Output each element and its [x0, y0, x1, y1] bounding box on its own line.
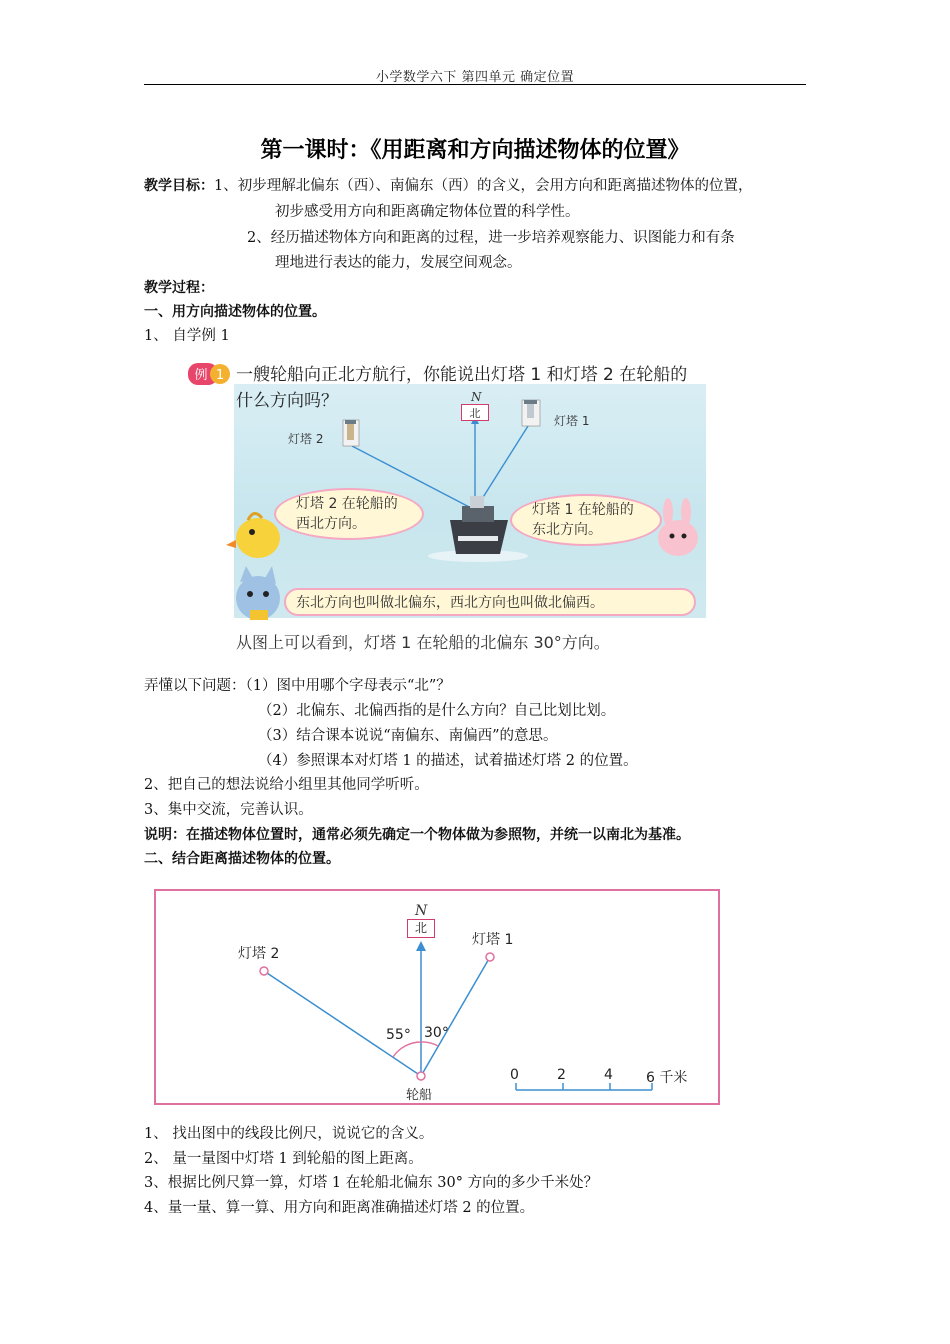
fig2-north-letter: N — [415, 903, 428, 919]
fig2-lighthouse2-label: 灯塔 2 — [238, 946, 280, 962]
question-3: （3）结合课本说说“南偏东、南偏西”的意思。 — [258, 728, 558, 744]
example1-figure — [188, 360, 708, 658]
speech-bubble-bottom: 东北方向也叫做北偏东，西北方向也叫做北偏西。 — [284, 588, 696, 616]
bubble-right-line2: 东北方向。 — [532, 522, 602, 538]
page-header: 小学数学六下 第四单元 确定位置 — [375, 70, 575, 85]
fig1-lighthouse2-label: 灯塔 2 — [288, 432, 324, 446]
cat-mascot-icon — [236, 566, 280, 620]
step-3: 3、集中交流，完善认识。 — [144, 802, 313, 818]
objectives-line1 — [144, 176, 752, 196]
section2-heading: 二、结合距离描述物体的位置。 — [144, 851, 340, 867]
rabbit-mascot-icon — [658, 498, 698, 556]
lighthouse2-point — [260, 967, 268, 975]
speech-bubble-left — [274, 488, 424, 540]
badge-label: 例 — [194, 368, 208, 383]
example2-figure — [154, 889, 720, 1105]
fig1-north-letter: N — [471, 390, 482, 404]
question-2: （2）北偏东、北偏西指的是什么方向？自己比划比划。 — [258, 703, 616, 719]
question-1: 弄懂以下问题：（1）图中用哪个字母表示“北”？ — [144, 678, 451, 694]
lighthouse2-icon — [343, 420, 359, 446]
step-2: 2、把自己的想法说给小组里其他同学听听。 — [144, 777, 429, 793]
bubble-left-line2: 西北方向。 — [296, 516, 366, 532]
lighthouse1-point — [486, 953, 494, 961]
lesson-title: 第一课时：《用距离和方向描述物体的位置》 — [260, 138, 690, 163]
angle-left-label: 55° — [386, 1027, 411, 1043]
objective-1: 1、初步理解北偏东（西）、南偏东（西）的含义，会用方向和距离描述物体的位置， — [214, 178, 753, 194]
process-label: 教学过程： — [144, 280, 214, 296]
scale-label-4: 4 — [604, 1067, 613, 1083]
task-2: 2、 量一量图中灯塔 1 到轮船的图上距离。 — [144, 1151, 423, 1167]
lighthouse1-icon — [522, 400, 540, 426]
scale-label-6: 6 千米 — [646, 1070, 688, 1086]
scale-label-0: 0 — [510, 1067, 519, 1083]
chick-mascot-icon — [226, 513, 280, 558]
ship-label: 轮船 — [406, 1088, 433, 1103]
objective-2: 2、经历描述物体方向和距离的过程，进一步培养观察能力、识图能力和有条 — [247, 230, 735, 246]
fig2-diagram — [156, 891, 718, 1103]
fig1-north-box: 北 — [461, 404, 489, 421]
header-rule — [144, 84, 806, 85]
ship-icon — [428, 496, 528, 562]
fig1-caption: 从图上可以看到，灯塔 1 在轮船的北偏东 30°方向。 — [236, 633, 610, 652]
task-4: 4、量一量、算一算、用方向和距离准确描述灯塔 2 的位置。 — [144, 1200, 535, 1216]
example-question-line2: 什么方向吗？ — [236, 391, 338, 411]
bubble-left-line1: 灯塔 2 在轮船的 — [296, 496, 398, 512]
objectives-label: 教学目标： — [144, 178, 214, 194]
task-3: 3、根据比例尺算一算，灯塔 1 在轮船北偏东 30° 方向的多少千米处？ — [144, 1175, 599, 1191]
speech-bubble-right — [510, 494, 662, 546]
angle-right-label: 30° — [424, 1025, 449, 1041]
note: 说明：在描述物体位置时，通常必须先确定一个物体做为参照物，并统一以南北为基准。 — [144, 827, 690, 843]
badge-number: 1 — [215, 368, 225, 383]
fig1-lighthouse1-label: 灯塔 1 — [554, 414, 590, 428]
bubble-right-line1: 灯塔 1 在轮船的 — [532, 502, 634, 518]
task-1: 1、 找出图中的线段比例尺，说说它的含义。 — [144, 1126, 434, 1142]
fig2-lighthouse1-label: 灯塔 1 — [472, 932, 514, 948]
section1-heading: 一、用方向描述物体的位置。 — [144, 304, 326, 320]
question-4: （4）参照课本对灯塔 1 的描述，试着描述灯塔 2 的位置。 — [258, 753, 638, 769]
objective-2-cont: 理地进行表达的能力，发展空间观念。 — [275, 255, 522, 271]
scale-label-2: 2 — [557, 1067, 566, 1083]
fig2-north-box: 北 — [407, 919, 435, 938]
ship-point — [417, 1072, 425, 1080]
objective-1-cont: 初步感受用方向和距离确定物体位置的科学性。 — [275, 204, 580, 220]
section1-step1: 1、 自学例 1 — [144, 328, 230, 344]
example-question-line1: 一艘轮船向正北方航行，你能说出灯塔 1 和灯塔 2 在轮船的 — [236, 365, 688, 385]
